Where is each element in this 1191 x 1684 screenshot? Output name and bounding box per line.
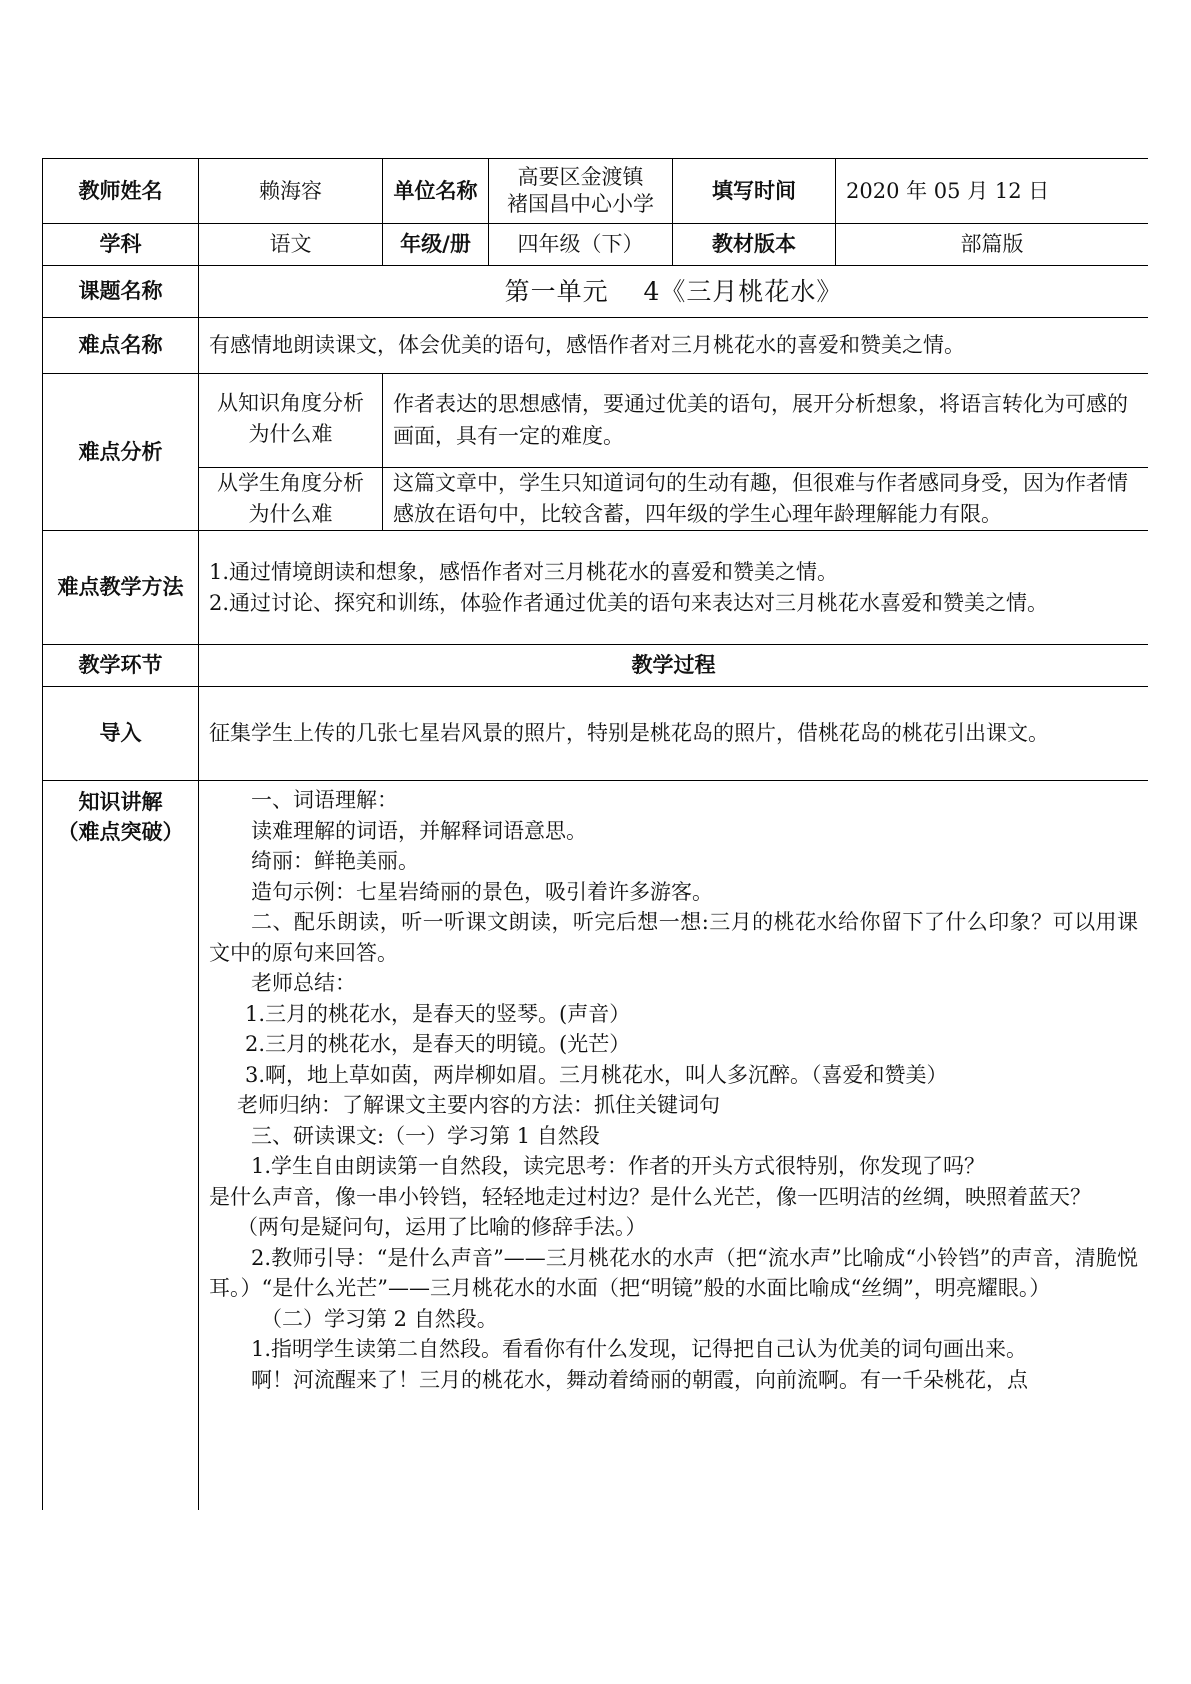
analysis-row-student (43, 468, 1149, 531)
analysis-label: 难点分析 (43, 374, 199, 531)
method-value (199, 531, 1149, 645)
grade-label: 年级/册 (383, 224, 489, 266)
knowledge-angle-line-2: 为什么难 (248, 422, 333, 446)
unit-name-value (489, 159, 673, 224)
unit-name-label: 单位名称 (383, 159, 489, 224)
process-paragraph: 二、配乐朗读，听一听课文朗读，听完后想一想:三月的桃花水给你留下了什么印象？可以用课文中的原句来回答。 (209, 910, 1138, 965)
knowledge-angle-text-rest: ，要通过优美的语句，展开分析想象，将语言转化为可感的画面，具有一定的难度。 (393, 392, 1128, 448)
knowledge-label-line-2: （难点突破） (57, 820, 184, 844)
intro-row (43, 687, 1149, 781)
student-angle-line-2: 为什么难 (248, 502, 333, 526)
intro-text: 征集学生上传的几张七星岩风景的照片，特别是桃花岛的照片，借桃花岛的桃花引出课文。 (199, 687, 1149, 781)
lesson-plan-table (42, 158, 1148, 1510)
knowledge-angle-line-1: 从知识角度分析 (217, 391, 364, 415)
process-paragraph: 2.教师引导：“是什么声音”——三月桃花水的水声（把“流水声”比喻成“小铃铛”的声音，清脆悦耳。）“是什么光芒”——三月桃花水的水面（把“明镜”般的水面比喻成“丝绸”，明亮耀眼。） (209, 1245, 1138, 1300)
process-header-label: 教学过程 (199, 645, 1149, 687)
difficulty-label: 难点名称 (43, 318, 199, 374)
analysis-row-knowledge (43, 374, 1149, 468)
process-paragraph: 2.三月的桃花水，是春天的明镜。(光芒） (245, 1032, 631, 1056)
lesson-plan-sheet (42, 158, 1148, 1510)
process-paragraph: 一、词语理解： (251, 788, 398, 812)
edition-label: 教材版本 (673, 224, 836, 266)
topic-label: 课题名称 (43, 266, 199, 318)
unit-name-line-2: 褚国昌中心小学 (507, 192, 654, 216)
intro-label: 导入 (43, 687, 199, 781)
knowledge-angle-text (383, 374, 1149, 468)
student-angle-text: 这篇文章中，学生只知道词句的生动有趣，但很难与作者感同身受，因为作者情感放在语句中，比较含蓄，四年级的学生心理年龄理解能力有限。 (383, 468, 1149, 531)
topic-value: 第一单元 4《三月桃花水》 (199, 266, 1149, 318)
knowledge-label-line-1: 知识讲解 (78, 790, 163, 814)
difficulty-value: 有感情地朗读课文，体会优美的语句，感悟作者对三月桃花水的喜爱和赞美之情。 (199, 318, 1149, 374)
process-paragraph: （二）学习第 2 自然段。 (261, 1306, 498, 1331)
method-row (43, 531, 1149, 645)
student-angle-line-1: 从学生角度分析 (217, 471, 364, 495)
process-paragraph: 啊！河流醒来了！三月的桃花水，舞动着绮丽的朝霞，向前流啊。有一千朵桃花，点 (251, 1367, 1028, 1392)
process-paragraph: 3.啊，地上草如茵，两岸柳如眉。三月桃花水，叫人多沉醉。（喜爱和赞美） (245, 1062, 948, 1087)
process-paragraph: 老师归纳：了解课文主要内容的方法：抓住关键词句 (237, 1093, 720, 1117)
knowledge-row (43, 781, 1149, 1511)
edition-value: 部篇版 (836, 224, 1149, 266)
knowledge-label (43, 781, 199, 1511)
difficulty-row (43, 318, 1149, 374)
teacher-name-label: 教师姓名 (43, 159, 199, 224)
subject-label: 学科 (43, 224, 199, 266)
grade-value: 四年级（下） (489, 224, 673, 266)
unit-name-line-1: 高要区金渡镇 (517, 165, 644, 189)
method-line-2: 2.通过讨论、探究和训练，体验作者通过优美的语句来表达对三月桃花水喜爱和赞美之情。 (209, 590, 1049, 615)
process-paragraph: 读难理解的词语，并解释词语意思。 (251, 818, 587, 843)
header-row-1 (43, 159, 1149, 224)
process-header-row (43, 645, 1149, 687)
fill-date-label: 填写时间 (673, 159, 836, 224)
method-line-1: 1.通过情境朗读和想象，感悟作者对三月桃花水的喜爱和赞美之情。 (209, 559, 839, 584)
process-paragraph: 1.三月的桃花水，是春天的竖琴。(声音） (245, 1001, 631, 1026)
student-angle-label (199, 468, 383, 531)
process-paragraph: 老师总结： (251, 971, 356, 995)
knowledge-angle-label (199, 374, 383, 468)
process-paragraph: 绮丽：鲜艳美丽。 (251, 849, 419, 873)
knowledge-content (199, 781, 1149, 1511)
topic-row (43, 266, 1149, 318)
process-paragraph: 1.学生自由朗读第一自然段，读完思考：作者的开头方式很特别，你发现了吗？ (251, 1154, 986, 1178)
knowledge-angle-text-lead: 作者表达的思想感情 (393, 392, 582, 416)
process-paragraph: 1.指明学生读第二自然段。看看你有什么发现，记得把自己认为优美的词句画出来。 (251, 1337, 1028, 1361)
process-paragraph: 是什么声音，像一串小铃铛，轻轻地走过村边？是什么光芒，像一匹明洁的丝绸，映照着蓝天？ (209, 1184, 1091, 1209)
process-paragraph: 三、研读课文:（一）学习第 1 自然段 (251, 1123, 600, 1148)
subject-value: 语文 (199, 224, 383, 266)
process-paragraph: 造句示例：七星岩绮丽的景色，吸引着许多游客。 (251, 879, 713, 904)
method-label: 难点教学方法 (43, 531, 199, 645)
stage-header-label: 教学环节 (43, 645, 199, 687)
process-paragraph: （两句是疑问句，运用了比喻的修辞手法。） (237, 1215, 647, 1239)
header-row-2 (43, 224, 1149, 266)
fill-date-value: 2020 年 05 月 12 日 (836, 159, 1149, 224)
teacher-name-value: 赖海容 (199, 159, 383, 224)
